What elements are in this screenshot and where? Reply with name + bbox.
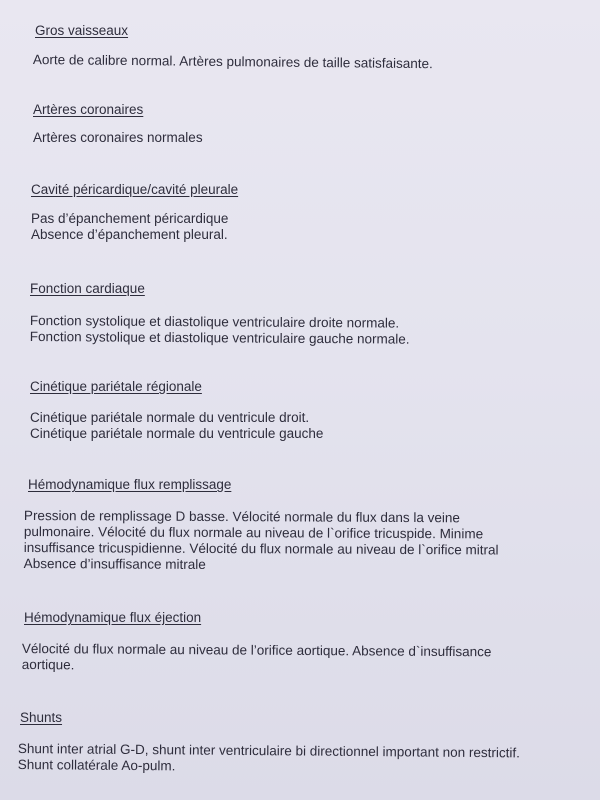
section-body [33,130,600,146]
body-line: Vélocité du flux normale au niveau de l’orifice aortique. Absence d`insuffisance [21,641,492,660]
body-line: Aorte de calibre normal. Artères pulmonaires de taille satisfaisante. [32,52,433,72]
body-line: pulmonaire. Vélocité du flux normale au niveau de l`orifice tricuspide. Minime [23,523,484,542]
section-hemodynamique-remplissage [0,477,600,572]
body-line: Absence d’épanchement pleural. [31,227,228,242]
section-body [31,211,600,243]
section-body [30,313,600,349]
body-line: aortique. [21,656,75,673]
body-line: insuffisance tricuspidienne. Vélocité du flux normale au niveau de l`orifice mitral [23,539,499,558]
section-heading: Gros vaisseaux [35,23,129,38]
body-line: Fonction systolique et diastolique ventriculaire droite normale. [29,313,400,331]
body-line: Artères coronaires normales [33,130,203,145]
body-line: Absence d’insuffisance mitrale [23,555,206,572]
body-line: Pas d’épanchement péricardique [31,211,229,226]
body-line: Fonction systolique et diastolique ventriculaire gauche normale. [29,328,410,347]
section-body [24,508,600,575]
section-gros-vaisseaux [0,23,600,72]
section-body [33,52,600,74]
section-heading: Artères coronaires [33,102,144,117]
body-line: Shunt inter atrial G-D, shunt inter ventriculaire bi directionnel important non restrictif. [17,741,520,761]
section-cavite-pericardique [0,182,600,243]
section-arteres-coronaires [0,102,600,146]
body-line: Shunt collatérale Ao-pulm. [17,756,176,774]
section-hemodynamique-ejection [0,610,600,673]
section-body [22,641,600,677]
section-shunts [0,710,600,773]
body-line: Cinétique pariétale normale du ventricule gauche [30,426,324,441]
section-heading: Fonction cardiaque [30,281,145,296]
section-heading: Shunts [20,710,63,725]
body-line: Pression de remplissage D basse. Vélocité normale du flux dans la veine [23,508,460,526]
section-body [30,410,600,442]
section-heading: Hémodynamique flux éjection [24,610,202,625]
body-line: Cinétique pariétale normale du ventricule droit. [30,410,310,425]
section-body [18,741,600,778]
section-heading: Cavité péricardique/cavité pleurale [31,182,239,197]
section-heading: Hémodynamique flux remplissage [28,477,232,492]
section-heading: Cinétique pariétale régionale [30,379,202,394]
section-fonction-cardiaque [0,281,600,345]
section-cinetique-parietale [0,379,600,442]
